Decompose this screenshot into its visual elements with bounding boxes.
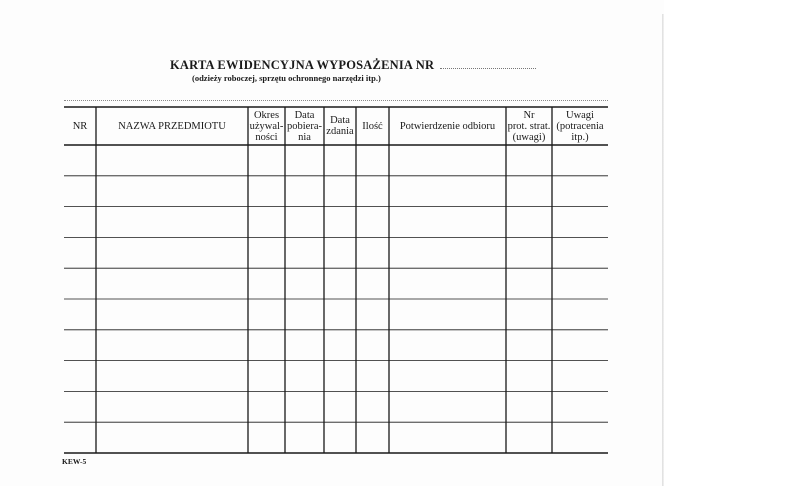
table-cell[interactable] [64,299,96,330]
form-title-text: KARTA EWIDENCYJNA WYPOSAŻENIA NR [170,58,435,72]
table-cell[interactable] [285,207,324,238]
table-cell[interactable] [248,391,285,422]
table-row [64,207,608,238]
table-cell[interactable] [356,268,389,299]
table-cell[interactable] [506,330,552,361]
table-cell[interactable] [285,330,324,361]
table-cell[interactable] [389,176,506,207]
table-cell[interactable] [96,299,248,330]
table-cell[interactable] [389,299,506,330]
next-page-edge [662,14,664,486]
table-cell[interactable] [552,391,608,422]
table-cell[interactable] [96,268,248,299]
table-cell[interactable] [96,145,248,176]
table-cell[interactable] [64,207,96,238]
header-loss-report-number: Nr prot. strat. (uwagi) [507,109,551,143]
table-cell[interactable] [506,268,552,299]
table-cell[interactable] [324,207,356,238]
form-code: KEW-5 [62,457,87,466]
table-row [64,391,608,422]
header-remarks: Uwagi (potracenia itp.) [556,109,604,143]
header-quantity: Ilość [362,120,383,132]
table-cell[interactable] [506,207,552,238]
table-cell[interactable] [285,391,324,422]
table-cell[interactable] [389,207,506,238]
table-cell[interactable] [552,361,608,392]
header-date-returned: Data zdania [326,115,354,137]
table-cell[interactable] [389,330,506,361]
table-cell[interactable] [285,268,324,299]
table-row [64,145,608,176]
table-cell[interactable] [248,176,285,207]
table-cell[interactable] [356,361,389,392]
table-row [64,330,608,361]
table-cell[interactable] [506,299,552,330]
table-cell[interactable] [552,237,608,268]
table-cell[interactable] [324,422,356,453]
table-cell[interactable] [248,268,285,299]
table-cell[interactable] [356,330,389,361]
header-item-name: NAZWA PRZEDMIOTU [118,120,226,132]
table-cell[interactable] [285,361,324,392]
table-cell[interactable] [248,330,285,361]
table-cell[interactable] [96,176,248,207]
table-cell[interactable] [96,237,248,268]
table-cell[interactable] [552,422,608,453]
table-cell[interactable] [324,237,356,268]
table-row [64,176,608,207]
table-cell[interactable] [506,237,552,268]
table-cell[interactable] [64,268,96,299]
table-cell[interactable] [248,299,285,330]
table-row [64,237,608,268]
table-cell[interactable] [506,391,552,422]
table-cell[interactable] [324,330,356,361]
table-row [64,299,608,330]
table-cell[interactable] [389,145,506,176]
table-cell[interactable] [324,176,356,207]
table-cell[interactable] [96,422,248,453]
table-cell[interactable] [506,145,552,176]
table-cell[interactable] [356,237,389,268]
table-cell[interactable] [324,268,356,299]
table-row [64,268,608,299]
table-cell[interactable] [552,299,608,330]
table-cell[interactable] [96,330,248,361]
header-receipt-confirmation: Potwierdzenie odbioru [399,120,496,132]
table-cell[interactable] [248,422,285,453]
table-cell[interactable] [389,361,506,392]
table-cell[interactable] [389,237,506,268]
table-cell[interactable] [552,330,608,361]
table-cell[interactable] [324,299,356,330]
table-cell[interactable] [285,145,324,176]
header-nr: NR [72,120,88,132]
table-cell[interactable] [64,176,96,207]
table-cell[interactable] [356,176,389,207]
table-cell[interactable] [64,391,96,422]
table-cell[interactable] [552,268,608,299]
header-date-taken: Data pobiera- nia [287,109,322,143]
table-cell[interactable] [506,422,552,453]
table-cell[interactable] [389,422,506,453]
table-cell[interactable] [389,391,506,422]
table-cell[interactable] [324,391,356,422]
table-cell[interactable] [356,422,389,453]
table-cell[interactable] [552,176,608,207]
table-cell[interactable] [96,207,248,238]
table-cell[interactable] [356,145,389,176]
table-cell[interactable] [552,207,608,238]
table-cell[interactable] [285,299,324,330]
table-cell[interactable] [552,145,608,176]
table-cell[interactable] [506,361,552,392]
table-cell[interactable] [64,422,96,453]
table-cell[interactable] [324,145,356,176]
table-cell[interactable] [64,330,96,361]
table-cell[interactable] [96,391,248,422]
table-cell[interactable] [356,207,389,238]
table-cell[interactable] [64,145,96,176]
table-cell[interactable] [285,237,324,268]
table-row [64,422,608,453]
table-cell[interactable] [506,176,552,207]
table-row [64,361,608,392]
table-cell[interactable] [389,268,506,299]
table-cell[interactable] [356,391,389,422]
table-cell[interactable] [285,176,324,207]
table-cell[interactable] [64,237,96,268]
table-cell[interactable] [356,299,389,330]
table-cell[interactable] [64,361,96,392]
table-cell[interactable] [285,422,324,453]
table-cell[interactable] [248,361,285,392]
table-cell[interactable] [96,361,248,392]
table-cell[interactable] [248,237,285,268]
table-cell[interactable] [324,361,356,392]
table-cell[interactable] [248,207,285,238]
form-subtitle: (odzieży roboczej, sprzętu ochronnego narzędzi itp.) [192,73,381,83]
header-usage-period: Okres używal- ności [249,109,284,143]
table-cell[interactable] [248,145,285,176]
